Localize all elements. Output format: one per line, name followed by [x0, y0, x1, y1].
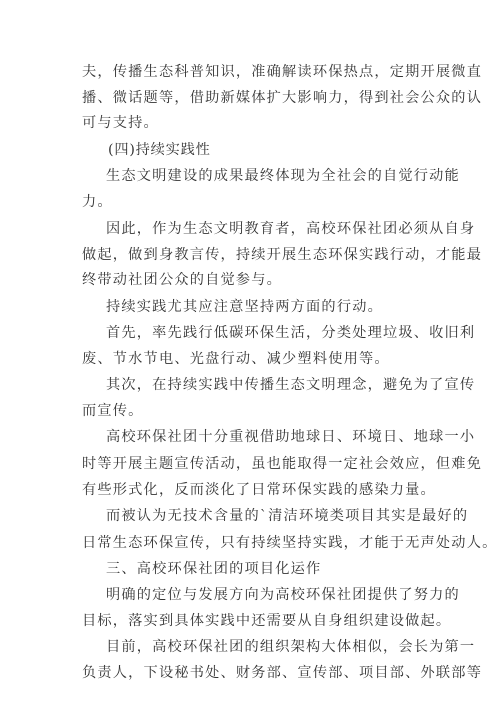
paragraph-line: 力。 — [82, 194, 113, 210]
paragraph-line: 终带动社团公众的自觉参与。 — [82, 272, 283, 288]
paragraph-line: 目前，高校环保社团的组织架构大体相似，会长为第一 — [106, 639, 476, 655]
paragraph-line: 明确的定位与发展方向为高校环保社团提供了努力的 — [106, 587, 460, 603]
section-heading: 三、高校环保社团的项目化运作 — [106, 561, 322, 577]
paragraph-line: 高校环保社团十分重视借助地球日、环境日、地球一小 — [106, 429, 476, 445]
section-heading: (四)持续实践性 — [108, 142, 211, 158]
paragraph-line: 做起，做到身教言传，持续开展生态环保实践行动，才能最 — [82, 247, 483, 263]
paragraph-line: 持续实践尤其应注意坚持两方面的行动。 — [106, 299, 383, 315]
paragraph-line: 夫，传播生态科普知识，准确解读环保热点，定期开展微直 — [82, 64, 483, 80]
paragraph-line: 因此，作为生态文明教育者，高校环保社团必须从自身 — [106, 221, 476, 237]
paragraph-line: 首先，率先践行低碳环保生活，分类处理垃圾、收旧利 — [106, 325, 476, 341]
paragraph-line: 废、节水节电、光盘行动、减少塑料使用等。 — [82, 351, 390, 367]
paragraph-line: 负责人，下设秘书处、财务部、宣传部、项目部、外联部等 — [82, 665, 483, 681]
paragraph-line: 目标，落实到具体实践中还需要从自身组织建设做起。 — [82, 613, 452, 629]
paragraph-line: 播、微话题等，借助新媒体扩大影响力，得到社会公众的认 — [82, 90, 483, 106]
paragraph-line: 有些形式化，反而淡化了日常环保实践的感染力量。 — [82, 482, 436, 498]
paragraph-line: 而宣传。 — [82, 403, 144, 419]
paragraph-line: 而被认为无技术含量的`清洁环境类项目其实是最好的 — [106, 508, 469, 524]
paragraph-line: 其次，在持续实践中传播生态文明理念，避免为了宣传 — [106, 377, 476, 393]
paragraph-line: 日常生态环保宣传，只有持续坚持实践，才能于无声处动人。 — [82, 535, 498, 551]
paragraph-line: 可与支持。 — [82, 115, 159, 131]
paragraph-line: 时等开展主题宣传活动，虽也能取得一定社会效应，但难免 — [82, 456, 483, 472]
paragraph-line: 生态文明建设的成果最终体现为全社会的自觉行动能 — [106, 168, 460, 184]
